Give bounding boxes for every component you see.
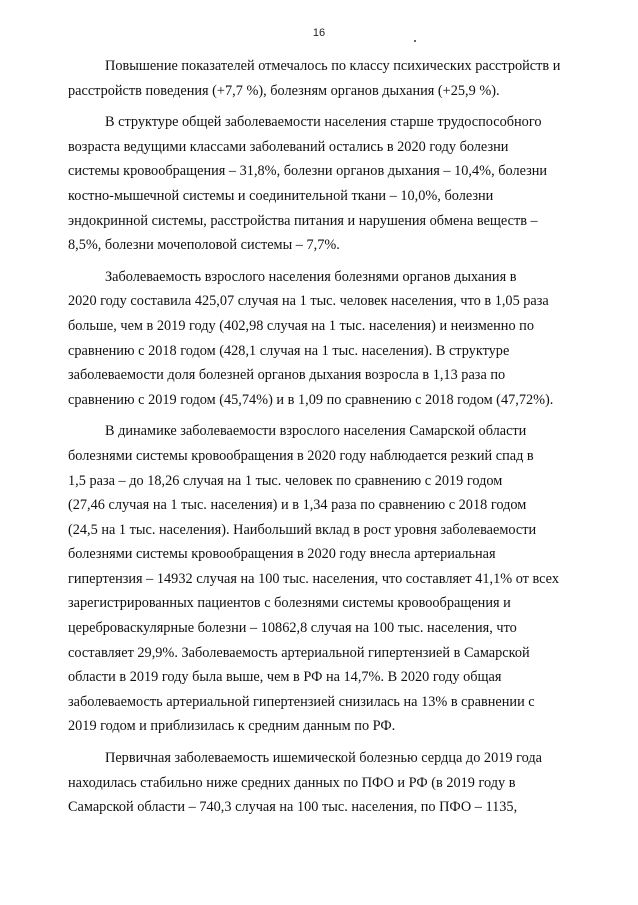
- paragraph-1: Повышение показателей отмечалось по классу психических расстройств и расстройств поведения (+7,7 %), болезням органов дыхания (+25,9 %).: [68, 58, 561, 99]
- page-number: 16: [312, 27, 326, 39]
- document-body: [68, 54, 582, 820]
- scan-artifact-dot: [414, 40, 416, 42]
- paragraph-5: Первичная заболеваемость ишемической болезнью сердца до 2019 года находилась стабильно ниже средних данных по ПФО и РФ (в 2019 году в Самарской области – 740,3 случая на 100 тыс. населения, по ПФО – 1135,: [68, 750, 542, 816]
- paragraph-4: В динамике заболеваемости взрослого населения Самарской области болезнями системы кровообращения в 2020 году наблюдается резкий спад в 1,5 раза – до 18,26 случая на 1 тыс. человек по сравнению с 2019 годом (27,46 случая на 1 тыс. населения) и в 1,34 раза по сравнению с 2018 годом (24,5 на 1 тыс. населения). Наибольший вклад в рост уровня заболеваемости болезнями системы кровообращения в 2020 году внесла артериальная гипертензия – 14932 случая на 100 тыс. населения, что составляет 41,1% от всех зарегистрированных пациентов с болезнями системы кровообращения и цереброваскулярные болезни – 10862,8 случая на 100 тыс. населения, что составляет 29,9%. Заболеваемость артериальной гипертензией в Самарской области в 2019 году была выше, чем в РФ на 14,7%. В 2020 году общая заболеваемость артериальной гипертензией снизилась на 13% в сравнении с 2019 годом и приблизилась к средним данным по РФ.: [68, 423, 559, 735]
- paragraph-2: В структуре общей заболеваемости населения старше трудоспособного возраста ведущими классами заболеваний остались в 2020 году болезни системы кровообращения – 31,8%, болезни органов дыхания – 10,4%, болезни костно-мышечной системы и соединительной ткани – 10,0%, болезни эндокринной системы, расстройства питания и нарушения обмена веществ – 8,5%, болезни мочеполовой системы – 7,7%.: [68, 114, 548, 254]
- paragraph-3: Заболеваемость взрослого населения болезнями органов дыхания в 2020 году составила 425,07 случая на 1 тыс. человек населения, что в 1,05 раза больше, чем в 2019 году (402,98 случая на 1 тыс. населения) и неизменно по сравнению с 2018 годом (428,1 случая на 1 тыс. населения). В структуре заболеваемости доля болезней органов дыхания возросла в 1,13 раза по сравнению с 2019 годом (45,74%) и в 1,09 по сравнению с 2018 годом (47,72%).: [68, 268, 554, 408]
